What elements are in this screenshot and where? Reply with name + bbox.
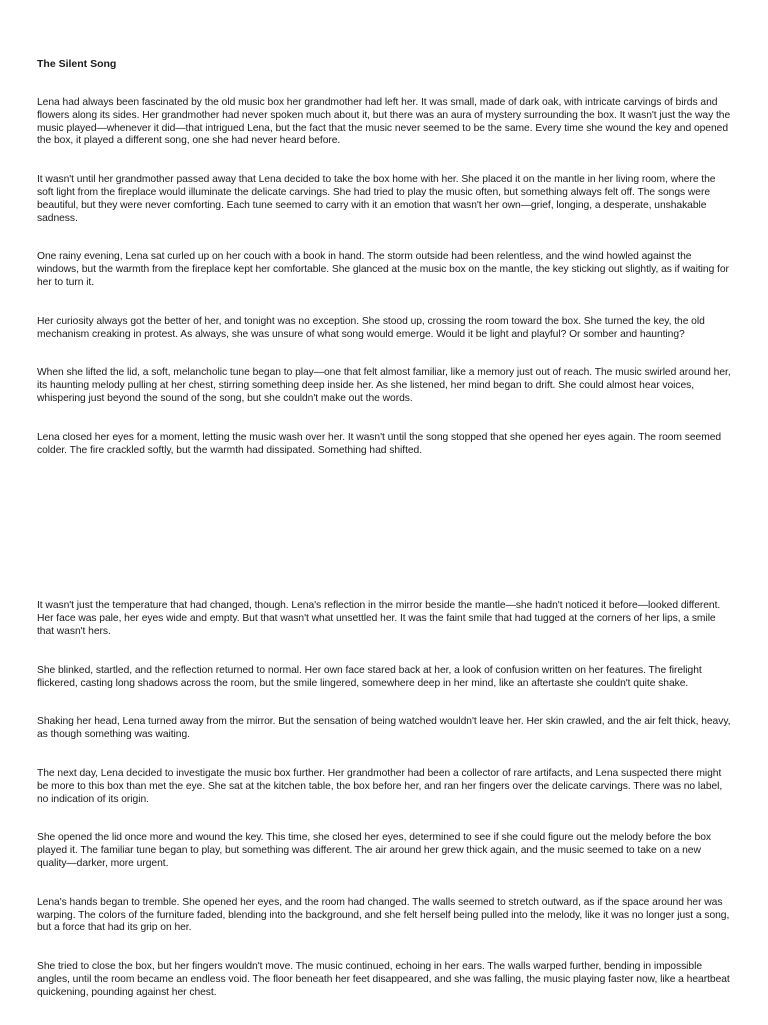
paragraph: Her curiosity always got the better of her, and tonight was no exception. She stood up, crossing the room toward the box. She turned the key, the old mechanism creaking in protest. As always, she was unsure of what song would emerge. Would it be light and playful? Or somber and haunting? [37,315,705,340]
document-page [37,58,731,1025]
paragraph: Lena closed her eyes for a moment, letting the music wash over her. It wasn't until the song stopped that she opened her eyes again. The room seemed colder. The fire crackled softly, but the warmth had dissipated. Something had shifted. [37,431,722,456]
paragraph: Shaking her head, Lena turned away from the mirror. But the sensation of being watched wouldn't leave her. Her skin crawled, and the air felt thick, heavy, as though something was waiting. [37,716,731,741]
paragraph: It wasn't until her grandmother passed away that Lena decided to take the box home with her. She placed it on the mantle in her living room, where the soft light from the fireplace would illuminate the delicate carvings. She had tried to play the music often, but something always felt off. The songs were beautiful, but they were never comforting. Each tune seemed to carry with it an emotion that wasn't her own—grief, longing, a desperate, unshakable sadness. [37,174,716,224]
paragraph: The next day, Lena decided to investigate the music box further. Her grandmother had been a collector of rare artifacts, and Lena suspected there might be more to this box than met the eye. She sat at the kitchen table, the box before her, and ran her fingers over the delicate carvings. There was no label, no indication of its origin. [37,767,723,805]
paragraph: She blinked, startled, and the reflection returned to normal. Her own face stared back at her, a look of confusion written on her features. The firelight flickered, casting long shadows across the room, but the smile lingered, somewhere deep in her mind, like an aftertaste she couldn't quite shake. [37,664,702,689]
paragraph: Lena had always been fascinated by the old music box her grandmother had left her. It was small, made of dark oak, with intricate carvings of birds and flowers along its sides. Her grandmother had never spoken much about it, but there was an aura of mystery surrounding the box. It wasn't just the way the music played—whenever it did—that intrigued Lena, but the fact that the music never seemed to be the same. Every time she wound the key and opened the box, it played a different song, one she had never heard before. [37,97,731,147]
page-gap [37,483,731,600]
paragraph: One rainy evening, Lena sat curled up on her couch with a book in hand. The storm outside had been relentless, and the wind howled against the windows, but the warmth from the fireplace kept her comfortable. She glanced at the music box on the mantle, the key sticking out slightly, as if waiting for her to turn it. [37,251,729,288]
paragraph: She opened the lid once more and wound the key. This time, she closed her eyes, determined to see if she could figure out the melody before the box played it. The familiar tune began to play, but something was different. The air around her grew thick again, and the music seemed to take on a new quality—darker, more urgent. [37,832,711,869]
paragraph: Lena's hands began to tremble. She opened her eyes, and the room had changed. The walls seemed to stretch outward, as if the space around her was warping. The colors of the furniture faded, blending into the background, and she felt herself being pulled into the melody, like it was no longer just a song, but a force that had its grip on her. [37,896,730,934]
document-title: The Silent Song [37,58,117,70]
paragraph: It wasn't just the temperature that had changed, though. Lena's reflection in the mirror beside the mantle—she hadn't noticed it before—looked different. Her face was pale, her eyes wide and empty. But that wasn't what unsettled her. It was the faint smile that had tugged at the corners of her lips, a smile that wasn't hers. [37,600,721,637]
paragraph: When she lifted the lid, a soft, melancholic tune began to play—one that felt almost familiar, like a memory just out of reach. The music swirled around her, its haunting melody pulling at her chest, stirring something deep inside her. As she listened, her mind began to drift. She could almost hear voices, whispering just beyond the sound of the song, but she couldn't make out the words. [37,367,731,404]
paragraph: She tried to close the box, but her fingers wouldn't move. The music continued, echoing in her ears. The walls warped further, bending in impossible angles, until the room became an endless void. The floor beneath her feet disappeared, and she was falling, the music playing faster now, like a heartbeat quickening, pounding against her chest. [37,961,730,998]
